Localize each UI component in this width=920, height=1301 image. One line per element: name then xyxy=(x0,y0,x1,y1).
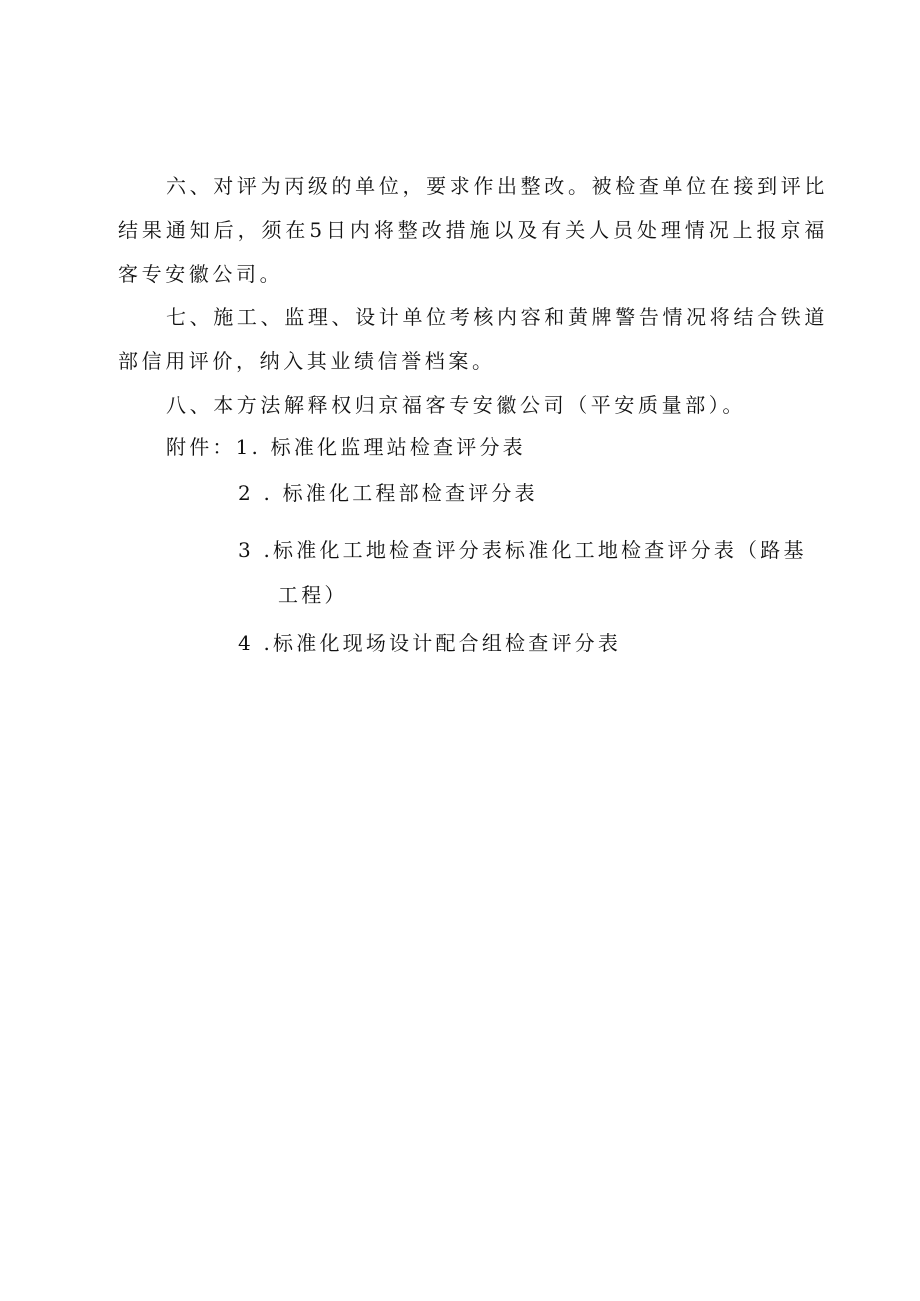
attachment-line-2: 2 . 标准化工程部检查评分表 xyxy=(238,481,538,505)
attachment-line-4: 4 .标准化现场设计配合组检查评分表 xyxy=(238,631,622,655)
attachment-line-1: 附件：1. 标准化监理站检查评分表 xyxy=(166,435,526,459)
paragraph-eight: 八、本方法解释权归京福客专安徽公司（平安质量部）。 xyxy=(166,393,746,417)
attachment-line-3: 3 .标准化工地检查评分表标准化工地检查评分表（路基 xyxy=(238,538,807,562)
attachment-line-3-continuation: 工程） xyxy=(278,583,348,607)
paragraph-six: 六、对评为丙级的单位，要求作出整改。被检查单位在接到评比结果通知后，须在5日内将整改措施以及有关人员处理情况上报京福客专安徽公司。 xyxy=(118,174,828,286)
paragraph-seven: 七、施工、监理、设计单位考核内容和黄牌警告情况将结合铁道部信用评价，纳入其业绩信誉档案。 xyxy=(118,305,828,373)
